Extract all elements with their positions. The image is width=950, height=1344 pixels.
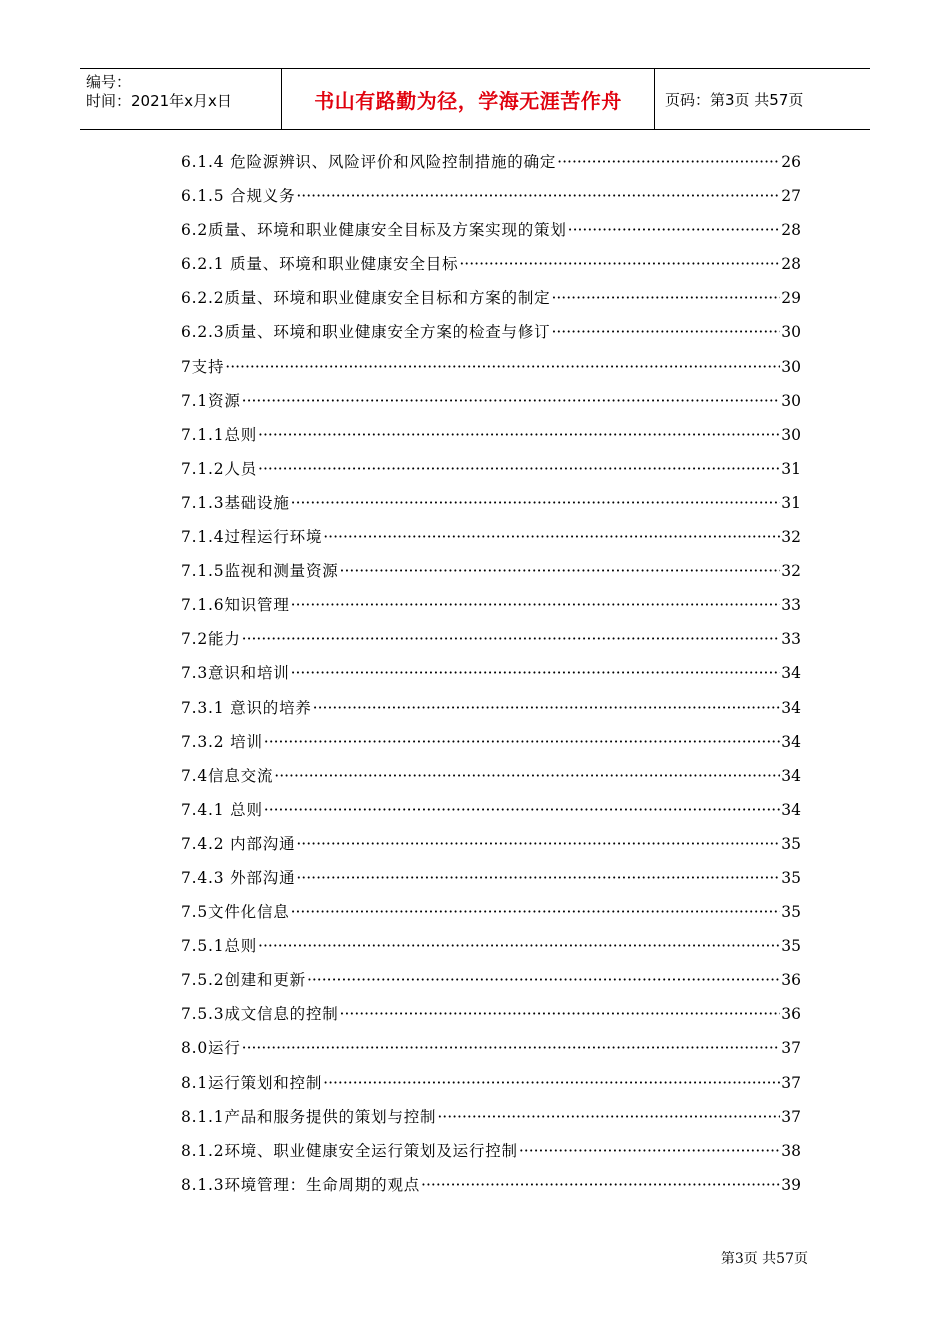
toc-entry-title: 7.4.2 内部沟通 xyxy=(181,834,296,853)
toc-entry[interactable] xyxy=(181,593,801,627)
toc-entry-title: 6.2质量、环境和职业健康安全目标及方案实现的策划 xyxy=(181,221,567,240)
toc-entry-title: 7.3意识和培训 xyxy=(181,664,290,683)
toc-entry[interactable] xyxy=(181,696,801,730)
toc-entry[interactable] xyxy=(181,1105,801,1139)
toc-entry-page: 34 xyxy=(781,800,801,819)
toc-entry[interactable] xyxy=(181,1002,801,1036)
toc-entry[interactable] xyxy=(181,457,801,491)
toc-entry-title: 7.1.4过程运行环境 xyxy=(181,528,323,547)
toc-leader-dots xyxy=(296,187,780,205)
toc-leader-dots xyxy=(421,1176,780,1194)
toc-entry-page: 28 xyxy=(781,255,801,274)
toc-entry[interactable] xyxy=(181,150,801,184)
toc-entry-page: 31 xyxy=(781,459,801,478)
toc-entry[interactable] xyxy=(181,661,801,695)
toc-leader-dots xyxy=(258,460,780,478)
toc-leader-dots xyxy=(459,255,780,273)
toc-leader-dots xyxy=(313,699,781,717)
toc-entry-page: 30 xyxy=(781,391,801,410)
toc-entry[interactable] xyxy=(181,184,801,218)
toc-entry[interactable] xyxy=(181,423,801,457)
toc-entry-title: 7.5.3成文信息的控制 xyxy=(181,1005,339,1024)
toc-entry-title: 7.1.1总则 xyxy=(181,425,258,444)
toc-leader-dots xyxy=(225,358,780,376)
toc-leader-dots xyxy=(274,767,780,785)
toc-leader-dots xyxy=(291,664,781,682)
header-page-number: 页码：第3页 共57页 xyxy=(665,90,804,109)
toc-entry[interactable] xyxy=(181,934,801,968)
toc-entry-title: 7.5.2创建和更新 xyxy=(181,971,306,990)
toc-entry-page: 35 xyxy=(781,868,801,887)
toc-leader-dots xyxy=(264,801,780,819)
toc-leader-dots xyxy=(296,835,780,853)
toc-entry-page: 27 xyxy=(781,187,801,206)
toc-leader-dots xyxy=(340,1005,781,1023)
toc-entry[interactable] xyxy=(181,900,801,934)
toc-entry-page: 33 xyxy=(781,630,801,649)
toc-entry-title: 8.1.3环境管理：生命周期的观点 xyxy=(181,1175,421,1194)
toc-entry-page: 39 xyxy=(781,1175,801,1194)
toc-entry-title: 6.1.4 危险源辨识、风险评价和风险控制措施的确定 xyxy=(181,153,557,171)
toc-entry-title: 6.2.2质量、环境和职业健康安全目标和方案的制定 xyxy=(181,289,551,308)
table-of-contents xyxy=(181,150,801,1207)
toc-leader-dots xyxy=(340,562,781,580)
toc-entry-page: 36 xyxy=(781,1005,801,1024)
toc-entry-page: 34 xyxy=(781,664,801,683)
toc-leader-dots xyxy=(519,1142,780,1160)
toc-entry-title: 7.3.2 培训 xyxy=(181,732,263,751)
toc-leader-dots xyxy=(291,494,781,512)
toc-entry-title: 7.5.1总则 xyxy=(181,937,258,956)
toc-entry-title: 7.5文件化信息 xyxy=(181,903,290,922)
toc-entry[interactable] xyxy=(181,1036,801,1070)
toc-entry-page: 30 xyxy=(781,323,801,342)
toc-entry-page: 32 xyxy=(781,562,801,581)
toc-entry-title: 7.4.1 总则 xyxy=(181,800,263,819)
toc-entry[interactable] xyxy=(181,525,801,559)
toc-leader-dots xyxy=(291,903,781,921)
toc-leader-dots xyxy=(551,289,780,307)
toc-leader-dots xyxy=(242,392,781,410)
toc-entry-page: 34 xyxy=(781,766,801,785)
toc-entry-title: 7.4.3 外部沟通 xyxy=(181,868,296,887)
toc-leader-dots xyxy=(551,323,780,341)
toc-leader-dots xyxy=(437,1108,780,1126)
toc-entry[interactable] xyxy=(181,730,801,764)
toc-entry[interactable] xyxy=(181,627,801,661)
toc-entry-page: 36 xyxy=(781,971,801,990)
toc-entry-page: 38 xyxy=(781,1141,801,1160)
toc-leader-dots xyxy=(307,971,780,989)
toc-entry-page: 37 xyxy=(781,1073,801,1092)
toc-leader-dots xyxy=(296,869,780,887)
toc-entry[interactable] xyxy=(181,491,801,525)
toc-entry[interactable] xyxy=(181,798,801,832)
document-number: 编号： xyxy=(86,73,132,91)
toc-entry-page: 34 xyxy=(781,698,801,717)
toc-entry-page: 29 xyxy=(781,289,801,308)
toc-entry-title: 8.0运行 xyxy=(181,1039,241,1058)
toc-entry-page: 35 xyxy=(781,834,801,853)
toc-entry-page: 32 xyxy=(781,528,801,547)
page-footer: 第3页 共57页 xyxy=(720,1251,808,1267)
toc-entry-title: 7.1.5监视和测量资源 xyxy=(181,562,339,581)
toc-leader-dots xyxy=(264,733,780,751)
toc-entry[interactable] xyxy=(181,252,801,286)
toc-leader-dots xyxy=(291,596,781,614)
page-header xyxy=(80,68,870,130)
toc-entry-title: 8.1.1产品和服务提供的策划与控制 xyxy=(181,1107,437,1126)
toc-entry-title: 7.2能力 xyxy=(181,630,241,649)
toc-entry-title: 7支持 xyxy=(181,357,225,376)
toc-entry-title: 7.1.6知识管理 xyxy=(181,596,290,615)
toc-entry[interactable] xyxy=(181,764,801,798)
document-date: 时间：2021年x月x日 xyxy=(86,92,232,110)
toc-entry-page: 34 xyxy=(781,732,801,751)
toc-entry-page: 33 xyxy=(781,596,801,615)
header-meta xyxy=(80,69,282,129)
toc-entry[interactable] xyxy=(181,355,801,389)
toc-entry-title: 8.1.2环境、职业健康安全运行策划及运行控制 xyxy=(181,1141,518,1160)
toc-entry-title: 7.1.3基础设施 xyxy=(181,493,290,512)
toc-entry-title: 6.2.3质量、环境和职业健康安全方案的检查与修订 xyxy=(181,323,551,342)
toc-entry-page: 30 xyxy=(781,357,801,376)
toc-leader-dots xyxy=(242,630,781,648)
toc-entry[interactable] xyxy=(181,286,801,320)
toc-entry[interactable] xyxy=(181,559,801,593)
toc-entry-page: 28 xyxy=(781,221,801,240)
toc-leader-dots xyxy=(242,1039,781,1057)
toc-entry-page: 31 xyxy=(781,493,801,512)
toc-entry-title: 7.1资源 xyxy=(181,391,241,410)
toc-entry[interactable] xyxy=(181,389,801,423)
toc-entry-page: 37 xyxy=(781,1039,801,1058)
toc-leader-dots xyxy=(557,153,780,171)
toc-entry[interactable] xyxy=(181,968,801,1002)
toc-entry-page: 30 xyxy=(781,425,801,444)
toc-leader-dots xyxy=(258,426,780,444)
toc-entry[interactable] xyxy=(181,1173,801,1207)
toc-entry-page: 26 xyxy=(781,153,801,171)
toc-entry-title: 8.1运行策划和控制 xyxy=(181,1073,323,1092)
toc-entry[interactable] xyxy=(181,832,801,866)
toc-entry-title: 6.1.5 合规义务 xyxy=(181,187,296,206)
toc-entry-title: 7.3.1 意识的培养 xyxy=(181,698,312,717)
toc-leader-dots xyxy=(323,1074,780,1092)
toc-entry-title: 6.2.1 质量、环境和职业健康安全目标 xyxy=(181,255,459,274)
toc-entry-title: 7.1.2人员 xyxy=(181,459,258,478)
toc-entry[interactable] xyxy=(181,320,801,354)
toc-entry-page: 37 xyxy=(781,1107,801,1126)
toc-entry[interactable] xyxy=(181,1139,801,1173)
toc-leader-dots xyxy=(323,528,780,546)
header-motto: 书山有路勤为径，学海无涯苦作舟 xyxy=(282,69,655,129)
toc-entry-page: 35 xyxy=(781,903,801,922)
toc-entry-title: 7.4信息交流 xyxy=(181,766,274,785)
toc-entry[interactable] xyxy=(181,1071,801,1105)
toc-entry[interactable] xyxy=(181,866,801,900)
toc-entry-page: 35 xyxy=(781,937,801,956)
toc-entry[interactable] xyxy=(181,218,801,252)
toc-leader-dots xyxy=(568,221,781,239)
toc-leader-dots xyxy=(258,937,780,955)
